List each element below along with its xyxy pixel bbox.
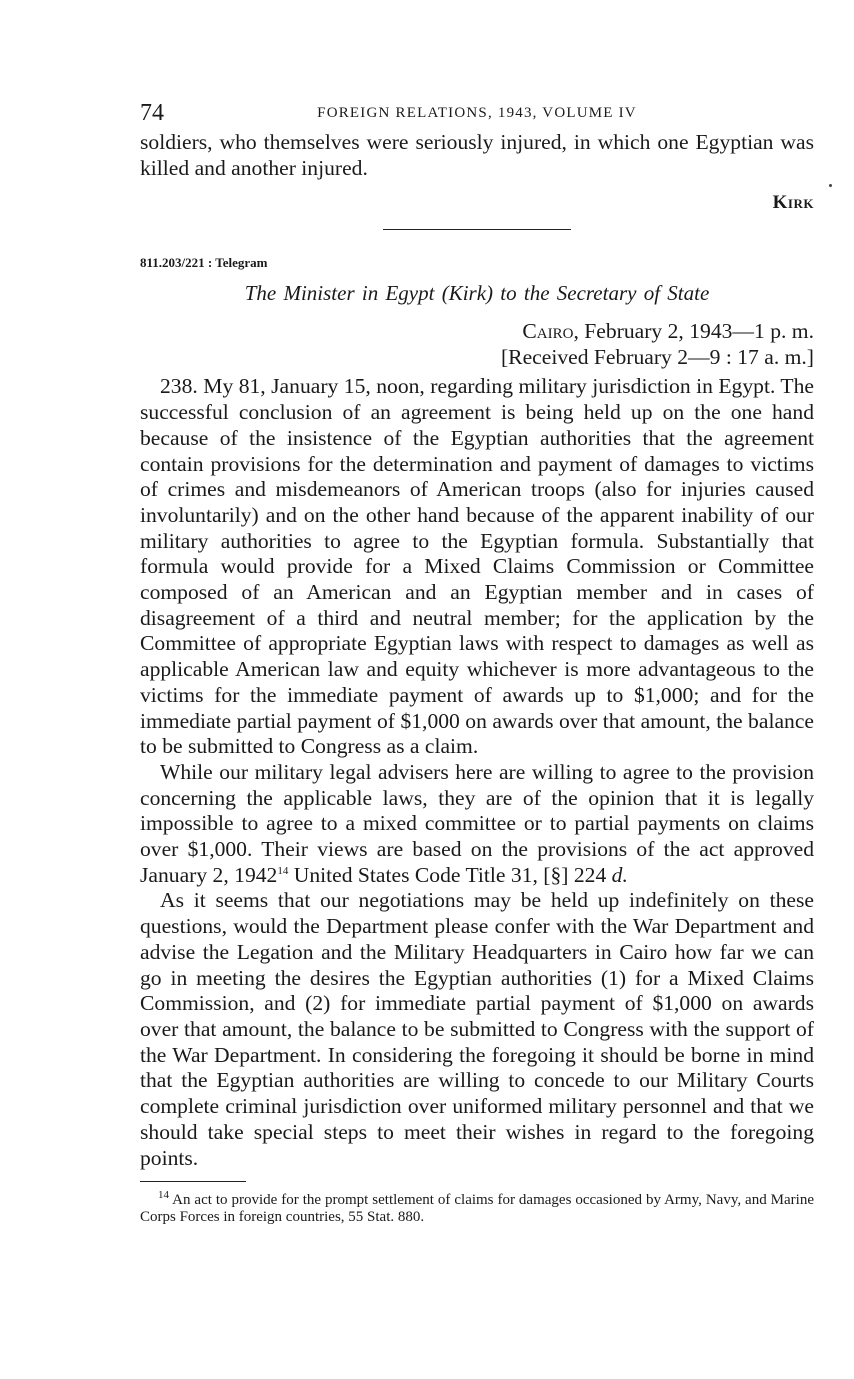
- dateline-date: , February 2, 1943—1 p. m.: [573, 319, 814, 344]
- file-reference: 811.203/221 : Telegram: [140, 255, 268, 271]
- received-line: [Received February 2—9 : 17 a. m.]: [500, 345, 814, 370]
- page-number: 74: [140, 100, 164, 126]
- section-divider: [383, 229, 571, 230]
- running-head: [140, 96, 814, 130]
- continuation-paragraph: soldiers, who themselves were seriously injured, in which one Egyptian was killed and another injured.: [140, 130, 814, 180]
- body-paragraph-1: 238. My 81, January 15, noon, regarding military jurisdiction in Egypt. The successful conclusion of an agreement is being held up on the one hand because of the insistence of the Egyptian authorities that the agreement contain provisions for the determination and payment of damages to victims of crimes and misdemeanors of American troops (also for injuries caused involuntarily) and on the other hand because of the apparent inability of our military authorities to agree to the Egyptian formula. Substantially that formula would provide for a Mixed Claims Commission or Committee composed of an American and an Egyptian member and in cases of disagreement of a third and neutral member; for the application by the Committee of appropriate Egyptian laws with respect to damages as well as applicable American law and equity whichever is more advantageous to the victims for the immediate payment of awards up to $1,000; and for the immediate partial payment of $1,000 on awards over that amount, the balance to be submitted to Congress as a claim.: [140, 374, 814, 759]
- footnote: [140, 1189, 814, 1226]
- document-title: The Minister in Egypt (Kirk) to the Secretary of State: [244, 281, 710, 306]
- margin-mark: [829, 184, 832, 187]
- paragraph-2-text: While our military legal advisers here are willing to agree to the provision concerning the applicable laws, they are of the opinion that it is legally impossible to agree to a mixed committee or to partial payments on claims over $1,000. Their views are based on the provisions of the act approved January 2, 1942: [140, 759, 814, 887]
- paragraph-2-text-cont: United States Code Title 31, [§] 224: [288, 862, 612, 887]
- paragraph-2-italic: d.: [611, 862, 628, 887]
- document-page: [140, 96, 814, 1226]
- dateline: [140, 318, 814, 344]
- signature: Kirk: [772, 192, 814, 214]
- footnote-text: An act to provide for the prompt settlement of claims for damages occasioned by Army, Navy, and Marine Corps Forces in foreign countries, 55 Stat. 880.: [140, 1192, 814, 1226]
- body-paragraph-3: As it seems that our negotiations may be held up indefinitely on these questions, would the Department please confer with the War Department and advise the Legation and the Military Headquarters in Cairo how far we can go in meeting the desires the Egyptian authorities (1) for a Mixed Claims Commission, and (2) for immediate partial payment of $1,000 on awards over that amount, the balance to be submitted to Congress with the support of the War Department. In considering the foregoing it should be borne in mind that the Egyptian authorities are willing to concede to our Military Courts complete criminal jurisdiction over uniformed military personnel and that we should take special steps to meet their wishes in regard to the foregoing points.: [140, 888, 814, 1170]
- footnote-divider: [140, 1181, 246, 1182]
- dateline-place: Cairo: [522, 319, 574, 344]
- footnote-reference[interactable]: 14: [277, 864, 289, 877]
- footnote-number: 14: [158, 1189, 169, 1202]
- running-title: FOREIGN RELATIONS, 1943, VOLUME IV: [317, 105, 637, 121]
- body-paragraph-2: [140, 760, 814, 889]
